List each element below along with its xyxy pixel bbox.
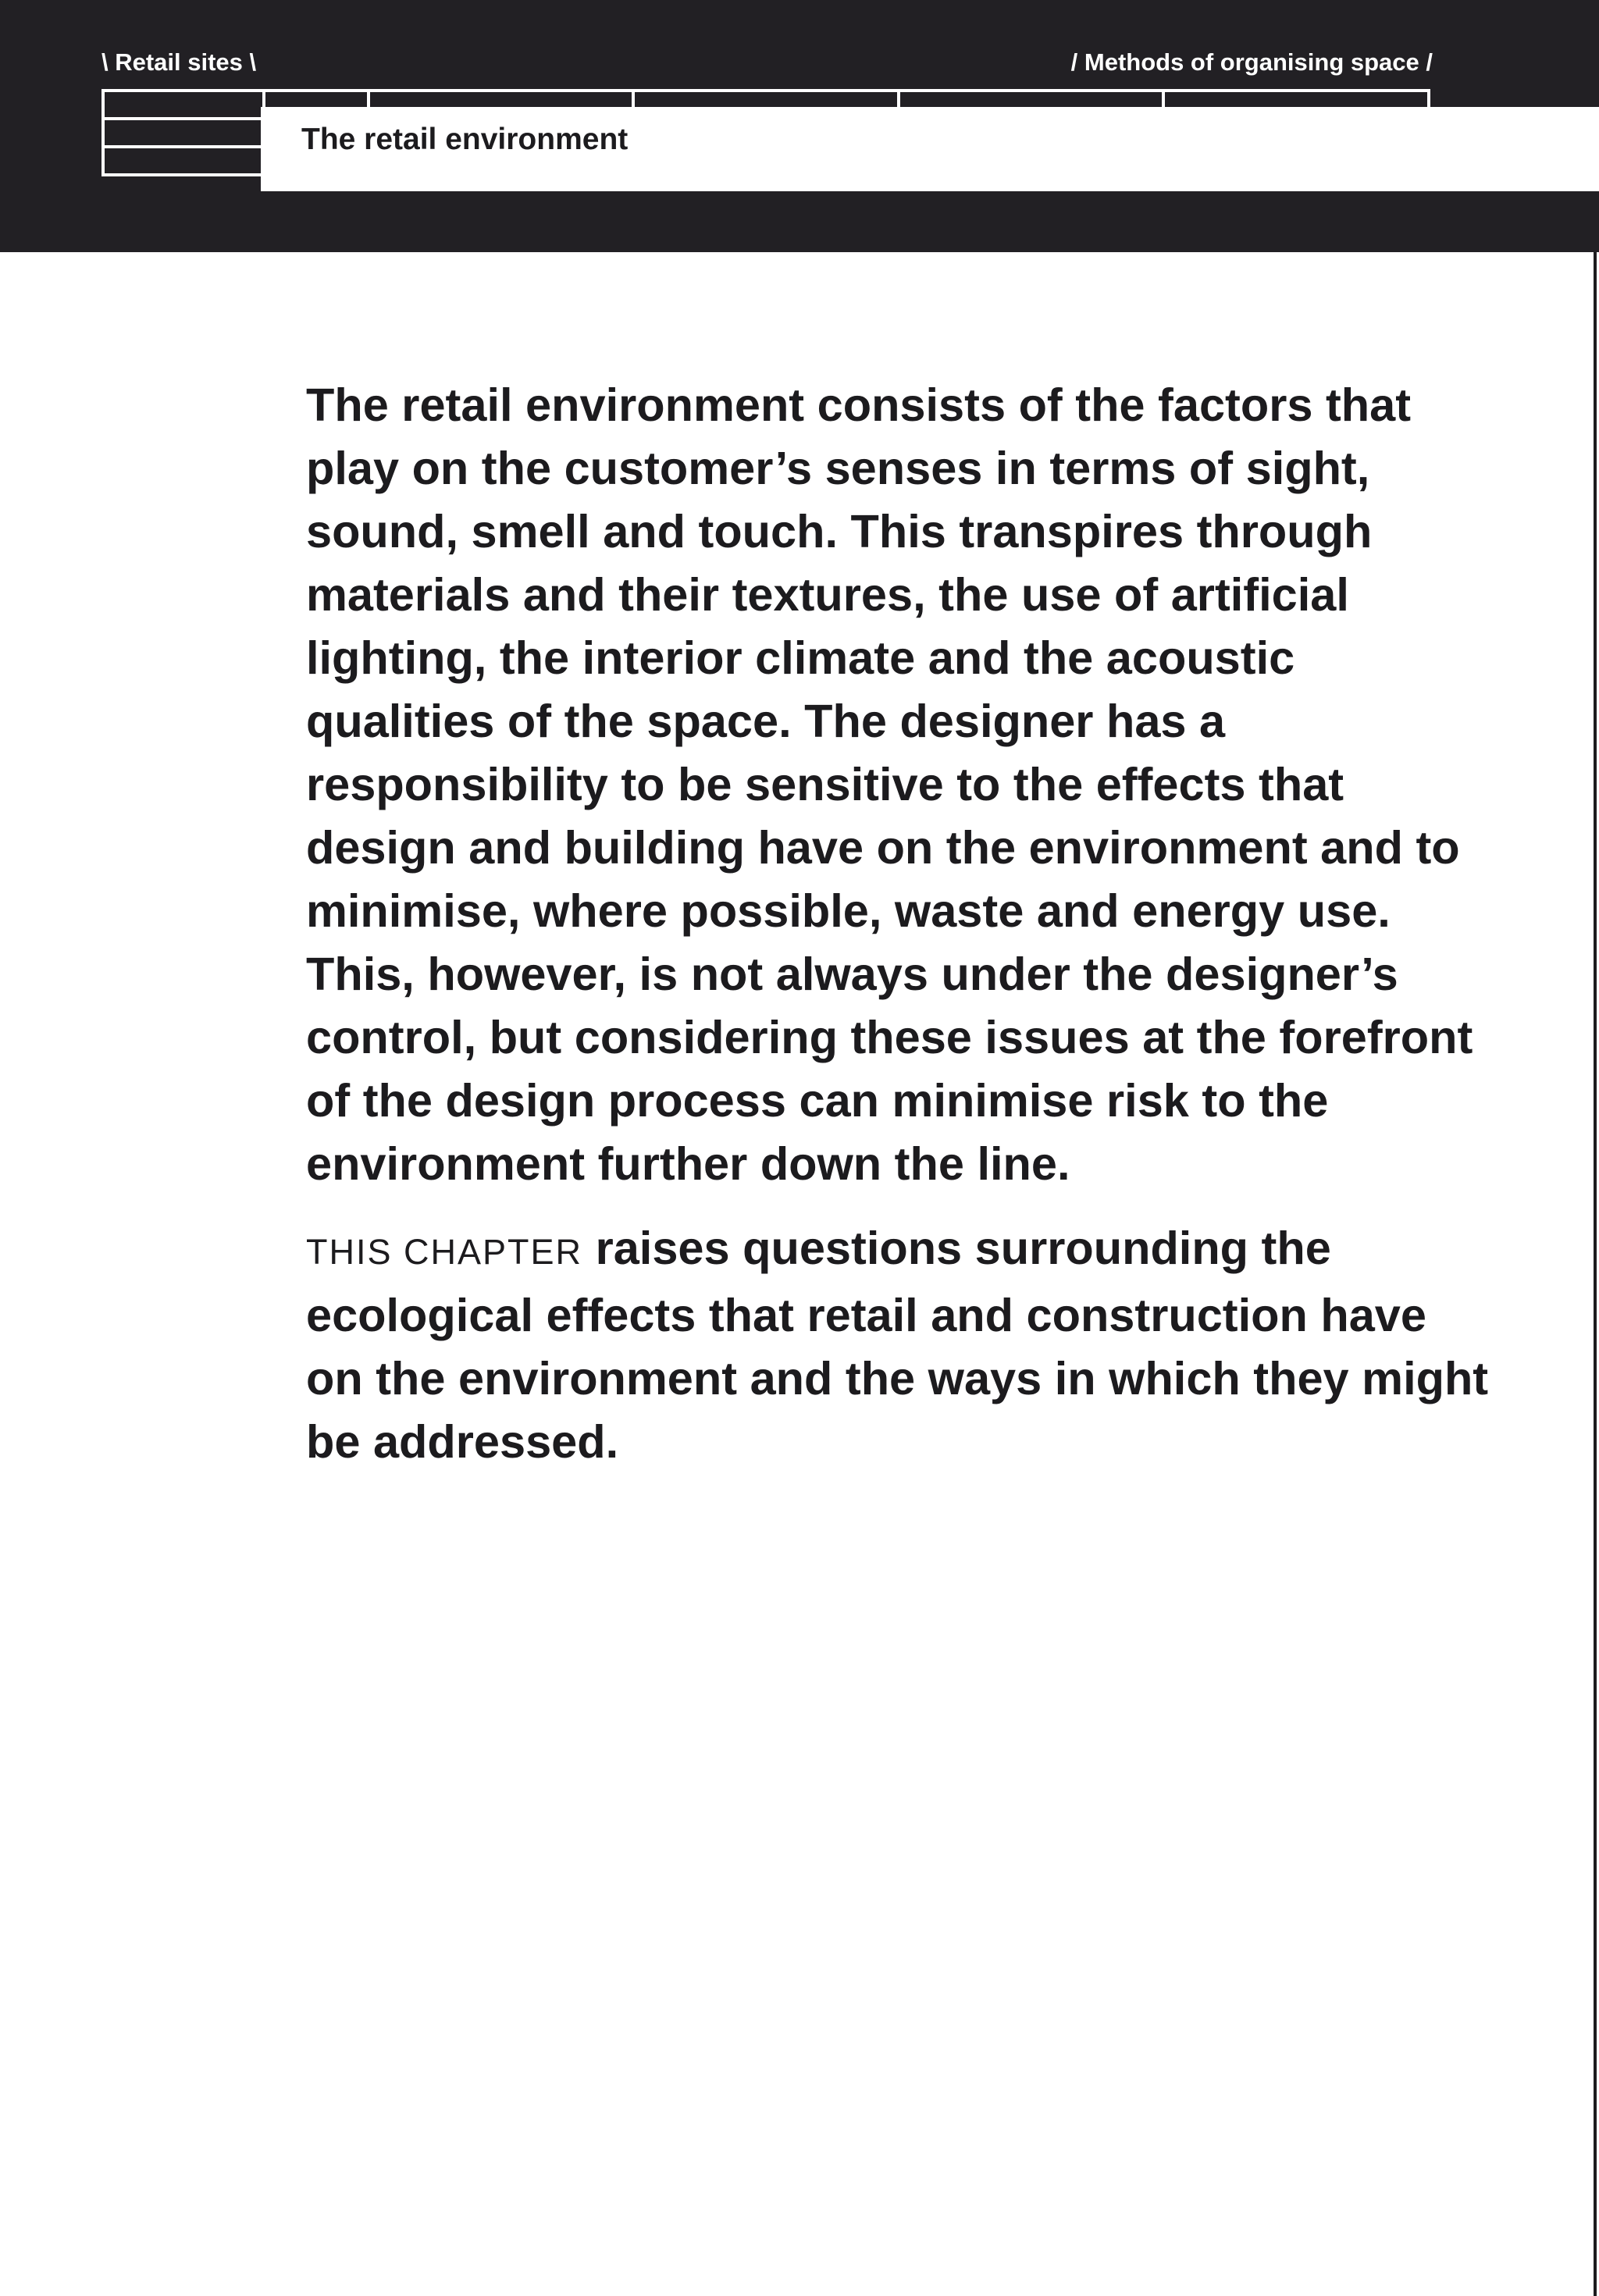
chapter-tabs-row	[101, 89, 1430, 108]
chapter-summary-text: raises questions surrounding the ecological effects that retail and construction have on the environment and the ways in which they might be addressed.	[306, 1222, 1489, 1468]
chapter-introduction	[306, 373, 1493, 1473]
chapter-tab-cell	[1162, 89, 1430, 108]
subsection-tab-stack	[101, 89, 265, 176]
chapter-tab-cell	[897, 89, 1166, 108]
chapter-tab-cell	[632, 89, 900, 108]
subsection-divider	[105, 117, 262, 120]
intro-paragraph: The retail environment consists of the factors that play on the customer’s senses in terms of sight, sound, smell and touch. This transpires through materials and their textures, the use of artificial lighting, the interior climate and the acoustic qualities of the space. The designer has a responsibility to be sensitive to the effects that design and building have on the environment and to minimise, where possible, waste and energy use. This, however, is not always under the designer’s control, but considering these issues at the forefront of the design process can minimise risk to the environment further down the line.	[306, 379, 1473, 1190]
subsection-divider	[105, 145, 262, 148]
section-label-left: \ Retail sites \	[101, 48, 257, 76]
chapter-summary-paragraph	[306, 1216, 1493, 1473]
section-label-right: / Methods of organising space /	[1070, 48, 1433, 76]
chapter-title: The retail environment	[301, 123, 629, 156]
page-edge-rule	[1594, 252, 1597, 2296]
chapter-lead-in: THIS CHAPTER	[306, 1232, 583, 1272]
active-chapter-tab	[261, 107, 1599, 191]
chapter-tab-cell	[367, 89, 636, 108]
